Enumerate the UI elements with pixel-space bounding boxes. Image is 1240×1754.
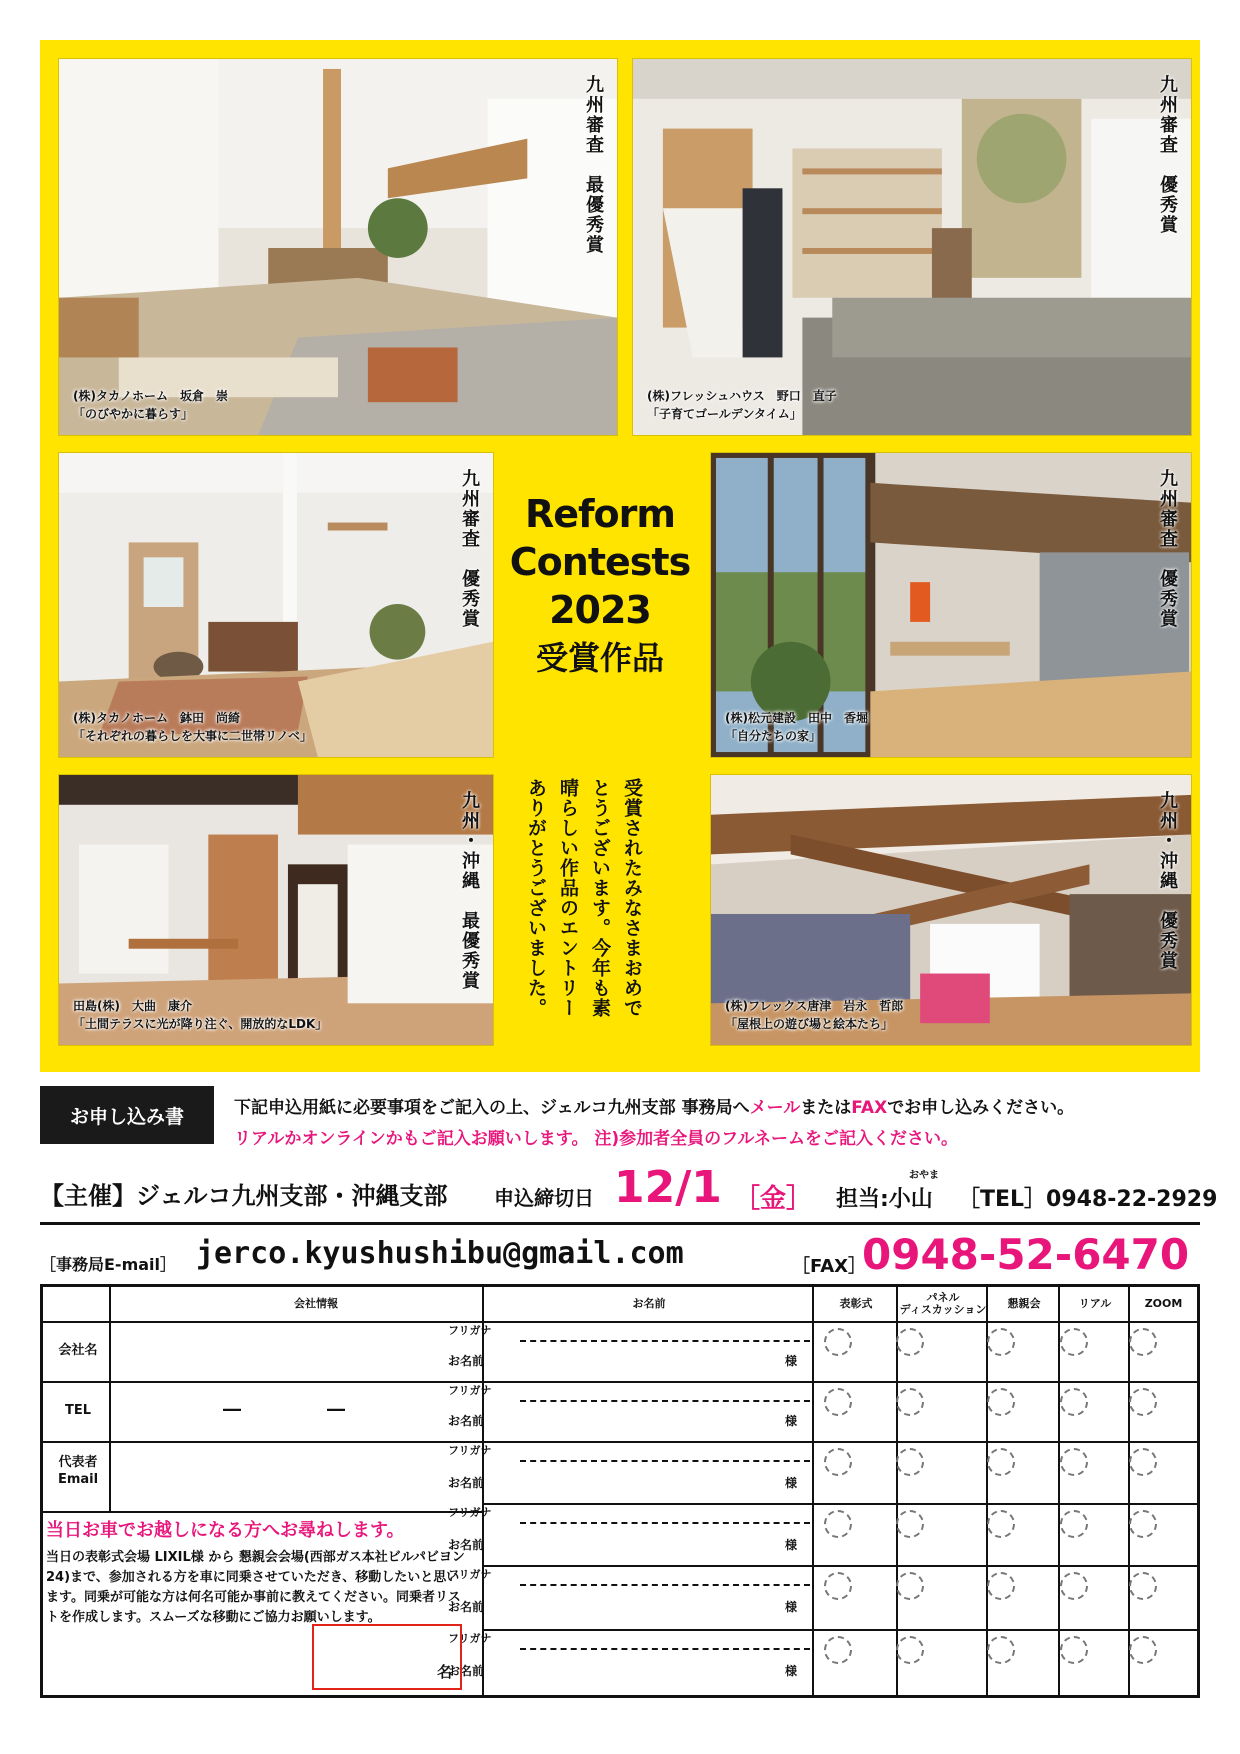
award-photo-2 [632,58,1192,436]
caption-company: (株)松元建設 田中 香堀 [725,711,868,725]
attendance-checkbox[interactable] [896,1572,924,1600]
label-company-name: 会社名 [58,1343,98,1358]
attendance-checkbox[interactable] [824,1572,852,1600]
contact-tel: ［TEL］0948-22-2929 [958,1187,1218,1212]
caption-company: 田島(株) 大曲 康介 [73,999,192,1013]
grid-line [43,1381,482,1383]
apply-label: お申し込み書 [40,1086,214,1144]
office-email[interactable]: jerco.kyushushibu@gmail.com [196,1236,684,1271]
caption-company: (株)フレッシュハウス 野口 直子 [647,389,837,403]
attendance-checkbox[interactable] [824,1328,852,1356]
name-label: お名前 [448,1414,485,1428]
instruction-mail: メール [749,1098,801,1118]
attendance-checkbox[interactable] [1129,1636,1157,1664]
attendance-checkbox[interactable] [1129,1510,1157,1538]
attendance-checkbox[interactable] [824,1510,852,1538]
photo-caption [73,997,327,1033]
contact-person: 担当:小山 [836,1187,933,1212]
title-line: Contests [509,540,691,584]
award-photo-5 [58,774,494,1046]
fax-number: 0948-52-6470 [862,1230,1190,1279]
attendance-checkbox[interactable] [1129,1448,1157,1476]
grid-line [43,1441,482,1443]
furigana-line[interactable] [520,1400,810,1402]
caption-company: (株)タカノホーム 坂倉 崇 [73,389,228,403]
attendance-checkbox[interactable] [896,1388,924,1416]
attendance-checkbox[interactable] [987,1328,1015,1356]
grid-line [43,1511,482,1513]
attendance-checkbox[interactable] [1129,1388,1157,1416]
attendance-checkbox[interactable] [896,1448,924,1476]
honorific: 様 [785,1476,798,1490]
caption-work: 「子育てゴールデンタイム」 [647,407,802,421]
grid-line [812,1287,814,1695]
furigana-label: フリガナ [448,1506,492,1519]
photo-caption [725,997,903,1033]
header-party: 懇親会 [1007,1296,1041,1310]
grid-line [1058,1287,1060,1695]
attendance-checkbox[interactable] [1129,1572,1157,1600]
header-name: お名前 [632,1296,666,1310]
honorific: 様 [785,1538,798,1552]
award-title: 九州審査 優秀賞 [1157,75,1178,235]
honorific: 様 [785,1414,798,1428]
name-label: お名前 [448,1538,485,1552]
award-photo-6 [710,774,1192,1046]
attendance-checkbox[interactable] [824,1636,852,1664]
furigana-line[interactable] [520,1340,810,1342]
photo-caption [647,387,837,423]
attendance-checkbox[interactable] [1060,1328,1088,1356]
title-line: Reform [524,492,675,536]
divider [40,1222,1200,1225]
furigana-line[interactable] [520,1648,810,1650]
attendance-checkbox[interactable] [824,1448,852,1476]
instruction-text: 下記申込用紙に必要事項をご記入の上、ジェルコ九州支部 事務局へ [234,1098,750,1118]
caption-work: 「のびやかに暮らす」 [73,407,194,421]
attendance-checkbox[interactable] [1060,1572,1088,1600]
apply-note: リアルかオンラインかもご記入お願いします。 注)参加者全員のフルネームをご記入ください。 [234,1129,958,1149]
furigana-label: フリガナ [448,1568,492,1581]
honorific: 様 [785,1664,798,1678]
award-photo-1 [58,58,618,436]
caption-company: (株)タカノホーム 鉢田 尚綺 [73,711,240,725]
attendance-checkbox[interactable] [896,1636,924,1664]
award-title: 九州審査 優秀賞 [459,469,480,629]
honorific: 様 [785,1600,798,1614]
grid-line [482,1565,1197,1567]
award-title: 九州・沖縄 最優秀賞 [459,791,480,991]
attendance-checkbox[interactable] [1060,1510,1088,1538]
notice-body: 当日の表彰式会場 LIXIL様 から 懇親会会場(西部ガス本社ビルパビヨン24)まで、参加される方を車に同乗させていただき、移動したいと思います。同乗が可能な方は何名可能か事前に教えてください。同乗者リストを作成します。スムーズな移動にご協力お願いします。 [46,1550,465,1625]
photo-caption [73,387,228,423]
attendance-checkbox[interactable] [896,1328,924,1356]
furigana-line[interactable] [520,1584,810,1586]
award-title: 九州・沖縄 優秀賞 [1157,791,1178,971]
header-real: リアル [1078,1296,1112,1310]
award-title: 九州審査 優秀賞 [1157,469,1178,629]
attendance-checkbox[interactable] [1129,1328,1157,1356]
attendance-checkbox[interactable] [1060,1636,1088,1664]
label-tel: TEL [64,1403,92,1418]
attendance-checkbox[interactable] [1060,1448,1088,1476]
tel-separator: ― [223,1399,241,1420]
attendance-checkbox[interactable] [824,1388,852,1416]
photo-caption [73,709,312,745]
name-label: お名前 [448,1664,485,1678]
attendance-checkbox[interactable] [987,1388,1015,1416]
attendance-checkbox[interactable] [1060,1388,1088,1416]
award-photo-4 [710,452,1192,758]
deadline-label: 申込締切日 [494,1186,594,1210]
furigana-line[interactable] [520,1522,810,1524]
interior-photo [59,59,617,435]
notice-title: 当日お車でお越しになる方へお尋ねします。 [46,1520,405,1541]
photo-caption [725,709,868,745]
attendance-checkbox[interactable] [987,1572,1015,1600]
fax-label: ［FAX］ [792,1256,867,1277]
attendance-checkbox[interactable] [987,1448,1015,1476]
furigana-label: フリガナ [448,1324,492,1337]
passenger-unit: 名 [436,1663,452,1681]
instruction-text: でお申し込みください。 [887,1098,1075,1118]
furigana-label: フリガナ [448,1632,492,1645]
instruction-fax: FAX [851,1098,888,1118]
deadline-day: ［金］ [734,1184,813,1214]
attendance-checkbox[interactable] [987,1636,1015,1664]
caption-work: 「土間テラスに光が降り注ぐ、開放的なLDK」 [73,1017,328,1031]
email-label: ［事務局E-mail］ [40,1255,177,1274]
name-label: お名前 [448,1354,485,1368]
header-award: 表彰式 [839,1296,873,1310]
honorific: 様 [785,1354,798,1368]
caption-company: (株)フレックス唐津 岩永 哲郎 [725,999,904,1013]
furigana-label: フリガナ [448,1444,492,1457]
apply-instruction [234,1093,1074,1118]
tel-separator: ― [327,1399,345,1420]
grid-line [482,1441,1197,1443]
header-panel: パネル ディスカッション [899,1290,987,1316]
name-label: お名前 [448,1600,485,1614]
header-company: 会社情報 [294,1296,338,1310]
title-line: 2023 [549,588,651,632]
attendance-checkbox[interactable] [896,1510,924,1538]
contest-title [500,490,700,682]
car-notice [46,1516,464,1628]
award-photo-3 [58,452,494,758]
furigana-line[interactable] [520,1460,810,1462]
name-label: お名前 [448,1476,485,1490]
attendance-checkbox[interactable] [987,1510,1015,1538]
caption-work: 「屋根上の遊び場と絵本たち」 [725,1017,894,1031]
award-title: 九州審査 最優秀賞 [583,75,604,255]
furigana-label: フリガナ [448,1384,492,1397]
caption-work: 「自分たちの家」 [725,729,822,743]
congratulation-message: 受賞されたみなさまおめでとうございます。今年も素晴らしい作品のエントリーありがとうございました。 [525,778,643,1018]
passenger-count-field[interactable] [312,1624,462,1690]
grid-line [482,1629,1197,1631]
label-rep-email: 代表者 Email [57,1455,99,1487]
header-zoom: ZOOM [1144,1296,1183,1310]
grid-line [482,1503,1197,1505]
caption-work: 「それぞれの暮らしを大事に二世帯リノベ」 [73,729,313,743]
grid-line [43,1321,1197,1323]
instruction-text: または [800,1098,852,1118]
grid-line [482,1381,1197,1383]
title-subtitle: 受賞作品 [535,639,664,677]
organizer: 【主催】ジェルコ九州支部・沖縄支部 [40,1182,448,1210]
application-form [40,1284,1200,1698]
interior-photo [633,59,1191,435]
deadline-date: 12/1 [614,1162,722,1213]
contact-ruby: おやま [909,1170,939,1181]
